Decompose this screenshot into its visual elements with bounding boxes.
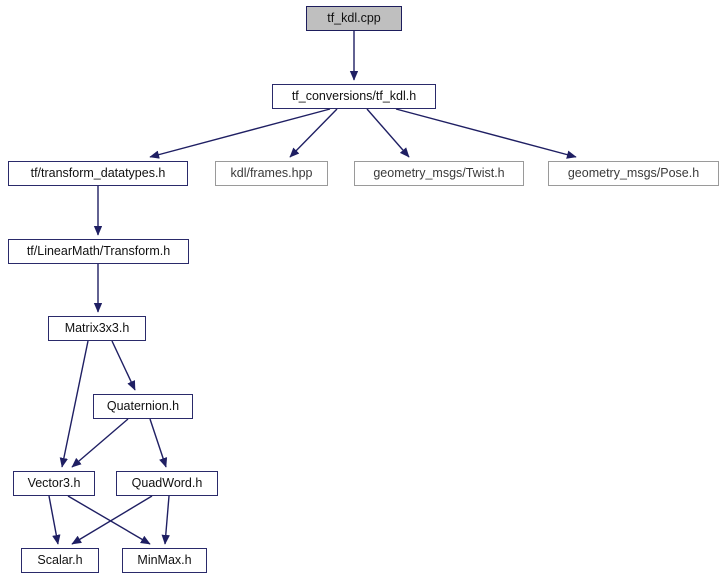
node-tf-linearmath-transform-h[interactable]: tf/LinearMath/Transform.h — [8, 239, 189, 264]
edge-tf_conversions-kdl_frames — [290, 109, 337, 157]
node-vector3-h[interactable]: Vector3.h — [13, 471, 95, 496]
edge-vector3-minmax — [68, 496, 150, 544]
edge-quadword-minmax — [165, 496, 169, 544]
edge-tf_conversions-geometry_pose — [396, 109, 576, 157]
node-matrix3x3-h[interactable]: Matrix3x3.h — [48, 316, 146, 341]
edge-matrix3x3-vector3 — [62, 341, 88, 467]
node-geometry-msgs-twist-h[interactable]: geometry_msgs/Twist.h — [354, 161, 524, 186]
edge-vector3-scalar — [49, 496, 58, 544]
node-kdl-frames-hpp[interactable]: kdl/frames.hpp — [215, 161, 328, 186]
edge-quadword-scalar — [72, 496, 152, 544]
node-tf-kdl-cpp[interactable]: tf_kdl.cpp — [306, 6, 402, 31]
edge-matrix3x3-quaternion — [112, 341, 135, 390]
node-quaternion-h[interactable]: Quaternion.h — [93, 394, 193, 419]
node-scalar-h[interactable]: Scalar.h — [21, 548, 99, 573]
node-quadword-h[interactable]: QuadWord.h — [116, 471, 218, 496]
node-minmax-h[interactable]: MinMax.h — [122, 548, 207, 573]
node-geometry-msgs-pose-h[interactable]: geometry_msgs/Pose.h — [548, 161, 719, 186]
edge-tf_conversions-tf_transform_datatypes — [150, 109, 330, 157]
edge-quaternion-vector3 — [72, 419, 128, 467]
edge-quaternion-quadword — [150, 419, 166, 467]
edge-tf_conversions-geometry_twist — [367, 109, 409, 157]
node-tf-conversions-tf-kdl-h[interactable]: tf_conversions/tf_kdl.h — [272, 84, 436, 109]
node-tf-transform-datatypes-h[interactable]: tf/transform_datatypes.h — [8, 161, 188, 186]
